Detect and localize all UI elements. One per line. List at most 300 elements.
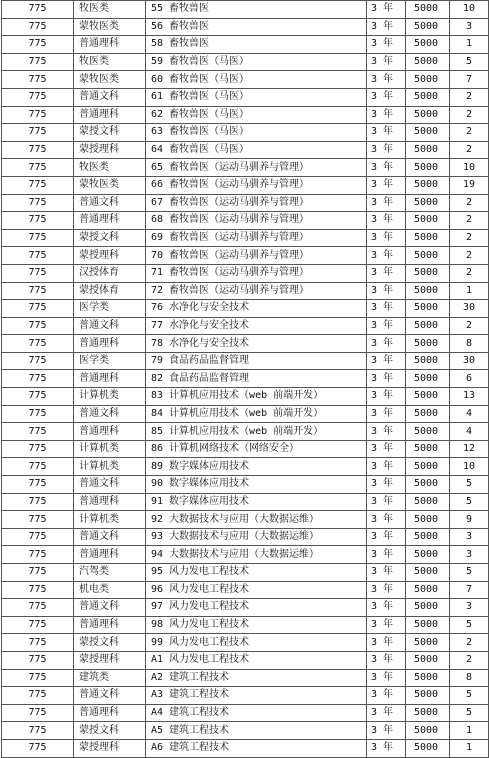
major-cell: 67 畜牧兽医（运动马驯养与管理）	[146, 194, 367, 212]
school-code-cell: 775	[2, 300, 74, 318]
major-cell: 63 畜牧兽医（马医）	[146, 124, 367, 142]
enrollment-table	[1, 0, 489, 758]
category-cell: 牧医类	[74, 159, 146, 177]
school-code-cell: 775	[2, 669, 74, 687]
category-cell: 普通理科	[74, 36, 146, 54]
tuition-fee-cell: 5000	[406, 352, 450, 370]
major-cell: A2 建筑工程技术	[146, 669, 367, 687]
table-row	[2, 704, 489, 722]
school-code-cell: 775	[2, 317, 74, 335]
duration-cell: 3 年	[367, 564, 406, 582]
tuition-fee-cell: 5000	[406, 493, 450, 511]
tuition-fee-cell: 5000	[406, 282, 450, 300]
duration-cell: 3 年	[367, 124, 406, 142]
category-cell: 计算机类	[74, 458, 146, 476]
major-cell: 64 畜牧兽医（马医）	[146, 141, 367, 159]
duration-cell: 3 年	[367, 71, 406, 89]
duration-cell: 3 年	[367, 229, 406, 247]
table-row	[2, 36, 489, 54]
category-cell: 牧医类	[74, 53, 146, 71]
category-cell: 普通理科	[74, 106, 146, 124]
table-row	[2, 440, 489, 458]
tuition-fee-cell: 5000	[406, 458, 450, 476]
school-code-cell: 775	[2, 493, 74, 511]
table-row	[2, 370, 489, 388]
enrollment-count-cell: 12	[450, 440, 489, 458]
category-cell: 蒙授文科	[74, 634, 146, 652]
table-row	[2, 423, 489, 441]
table-row	[2, 458, 489, 476]
category-cell: 普通理科	[74, 616, 146, 634]
category-cell: 蒙授体育	[74, 282, 146, 300]
school-code-cell: 775	[2, 71, 74, 89]
enrollment-count-cell: 2	[450, 229, 489, 247]
enrollment-count-cell: 2	[450, 124, 489, 142]
enrollment-count-cell: 30	[450, 300, 489, 318]
tuition-fee-cell: 5000	[406, 141, 450, 159]
enrollment-count-cell: 2	[450, 264, 489, 282]
school-code-cell: 775	[2, 739, 74, 757]
school-code-cell: 775	[2, 264, 74, 282]
duration-cell: 3 年	[367, 370, 406, 388]
duration-cell: 3 年	[367, 405, 406, 423]
major-cell: 56 畜牧兽医	[146, 18, 367, 36]
table-row	[2, 546, 489, 564]
table-row	[2, 564, 489, 582]
tuition-fee-cell: 5000	[406, 1, 450, 19]
enrollment-count-cell: 2	[450, 247, 489, 265]
school-code-cell: 775	[2, 370, 74, 388]
enrollment-count-cell: 10	[450, 458, 489, 476]
category-cell: 普通文科	[74, 88, 146, 106]
school-code-cell: 775	[2, 546, 74, 564]
enrollment-count-cell: 4	[450, 405, 489, 423]
school-code-cell: 775	[2, 88, 74, 106]
duration-cell: 3 年	[367, 18, 406, 36]
school-code-cell: 775	[2, 141, 74, 159]
table-row	[2, 53, 489, 71]
table-row	[2, 581, 489, 599]
category-cell: 普通文科	[74, 317, 146, 335]
category-cell: 蒙牧医类	[74, 18, 146, 36]
table-row	[2, 124, 489, 142]
school-code-cell: 775	[2, 528, 74, 546]
enrollment-count-cell: 2	[450, 194, 489, 212]
enrollment-count-cell: 3	[450, 599, 489, 617]
category-cell: 机电类	[74, 581, 146, 599]
category-cell: 蒙授文科	[74, 722, 146, 740]
enrollment-count-cell: 1	[450, 739, 489, 757]
category-cell: 普通理科	[74, 335, 146, 353]
table-row	[2, 264, 489, 282]
tuition-fee-cell: 5000	[406, 476, 450, 494]
enrollment-count-cell: 30	[450, 352, 489, 370]
tuition-fee-cell: 5000	[406, 18, 450, 36]
major-cell: 62 畜牧兽医（马医）	[146, 106, 367, 124]
duration-cell: 3 年	[367, 141, 406, 159]
school-code-cell: 775	[2, 176, 74, 194]
major-cell: A6 建筑工程技术	[146, 739, 367, 757]
duration-cell: 3 年	[367, 704, 406, 722]
category-cell: 普通文科	[74, 599, 146, 617]
enrollment-count-cell: 2	[450, 634, 489, 652]
table-row	[2, 159, 489, 177]
enrollment-count-cell: 2	[450, 141, 489, 159]
major-cell: 71 畜牧兽医（运动马驯养与管理）	[146, 264, 367, 282]
enrollment-count-cell: 13	[450, 388, 489, 406]
table-row	[2, 528, 489, 546]
duration-cell: 3 年	[367, 300, 406, 318]
category-cell: 普通理科	[74, 546, 146, 564]
tuition-fee-cell: 5000	[406, 36, 450, 54]
enrollment-count-cell: 8	[450, 669, 489, 687]
tuition-fee-cell: 5000	[406, 616, 450, 634]
major-cell: 98 风力发电工程技术	[146, 616, 367, 634]
enrollment-count-cell: 6	[450, 370, 489, 388]
duration-cell: 3 年	[367, 687, 406, 705]
tuition-fee-cell: 5000	[406, 88, 450, 106]
school-code-cell: 775	[2, 599, 74, 617]
duration-cell: 3 年	[367, 159, 406, 177]
table-row	[2, 1, 489, 19]
enrollment-count-cell: 2	[450, 212, 489, 230]
tuition-fee-cell: 5000	[406, 722, 450, 740]
duration-cell: 3 年	[367, 1, 406, 19]
duration-cell: 3 年	[367, 739, 406, 757]
school-code-cell: 775	[2, 722, 74, 740]
enrollment-count-cell: 5	[450, 476, 489, 494]
tuition-fee-cell: 5000	[406, 247, 450, 265]
tuition-fee-cell: 5000	[406, 546, 450, 564]
tuition-fee-cell: 5000	[406, 634, 450, 652]
school-code-cell: 775	[2, 124, 74, 142]
table-row	[2, 687, 489, 705]
duration-cell: 3 年	[367, 335, 406, 353]
major-cell: 85 计算机应用技术（web 前端开发）	[146, 423, 367, 441]
table-row	[2, 669, 489, 687]
duration-cell: 3 年	[367, 388, 406, 406]
school-code-cell: 775	[2, 616, 74, 634]
category-cell: 普通文科	[74, 194, 146, 212]
major-cell: 93 大数据技术与应用（大数据运维）	[146, 528, 367, 546]
table-row	[2, 106, 489, 124]
tuition-fee-cell: 5000	[406, 194, 450, 212]
enrollment-count-cell: 5	[450, 564, 489, 582]
category-cell: 医学类	[74, 352, 146, 370]
table-row	[2, 476, 489, 494]
enrollment-count-cell: 5	[450, 53, 489, 71]
category-cell: 计算机类	[74, 440, 146, 458]
table-row	[2, 194, 489, 212]
major-cell: 70 畜牧兽医（运动马驯养与管理）	[146, 247, 367, 265]
category-cell: 普通理科	[74, 704, 146, 722]
school-code-cell: 775	[2, 194, 74, 212]
duration-cell: 3 年	[367, 212, 406, 230]
tuition-fee-cell: 5000	[406, 300, 450, 318]
table-row	[2, 634, 489, 652]
major-cell: 82 食品药品监督管理	[146, 370, 367, 388]
tuition-fee-cell: 5000	[406, 176, 450, 194]
duration-cell: 3 年	[367, 581, 406, 599]
table-row	[2, 88, 489, 106]
tuition-fee-cell: 5000	[406, 739, 450, 757]
duration-cell: 3 年	[367, 106, 406, 124]
major-cell: 55 畜牧兽医	[146, 1, 367, 19]
duration-cell: 3 年	[367, 194, 406, 212]
school-code-cell: 775	[2, 423, 74, 441]
enrollment-count-cell: 10	[450, 1, 489, 19]
tuition-fee-cell: 5000	[406, 212, 450, 230]
category-cell: 普通文科	[74, 405, 146, 423]
tuition-fee-cell: 5000	[406, 704, 450, 722]
duration-cell: 3 年	[367, 493, 406, 511]
school-code-cell: 775	[2, 352, 74, 370]
major-cell: 96 风力发电工程技术	[146, 581, 367, 599]
tuition-fee-cell: 5000	[406, 564, 450, 582]
category-cell: 普通文科	[74, 476, 146, 494]
enrollment-count-cell: 2	[450, 317, 489, 335]
enrollment-count-cell: 5	[450, 687, 489, 705]
category-cell: 蒙授理科	[74, 247, 146, 265]
school-code-cell: 775	[2, 53, 74, 71]
duration-cell: 3 年	[367, 722, 406, 740]
tuition-fee-cell: 5000	[406, 159, 450, 177]
duration-cell: 3 年	[367, 616, 406, 634]
tuition-fee-cell: 5000	[406, 687, 450, 705]
category-cell: 蒙牧医类	[74, 71, 146, 89]
school-code-cell: 775	[2, 36, 74, 54]
school-code-cell: 775	[2, 159, 74, 177]
table-row	[2, 511, 489, 529]
duration-cell: 3 年	[367, 599, 406, 617]
tuition-fee-cell: 5000	[406, 124, 450, 142]
duration-cell: 3 年	[367, 458, 406, 476]
school-code-cell: 775	[2, 335, 74, 353]
major-cell: 86 计算机网络技术（网络安全）	[146, 440, 367, 458]
duration-cell: 3 年	[367, 651, 406, 669]
duration-cell: 3 年	[367, 440, 406, 458]
tuition-fee-cell: 5000	[406, 405, 450, 423]
tuition-fee-cell: 5000	[406, 229, 450, 247]
table-row	[2, 18, 489, 36]
duration-cell: 3 年	[367, 88, 406, 106]
table-row	[2, 300, 489, 318]
major-cell: 97 风力发电工程技术	[146, 599, 367, 617]
tuition-fee-cell: 5000	[406, 106, 450, 124]
school-code-cell: 775	[2, 106, 74, 124]
major-cell: 91 数字媒体应用技术	[146, 493, 367, 511]
enrollment-count-cell: 1	[450, 282, 489, 300]
tuition-fee-cell: 5000	[406, 317, 450, 335]
duration-cell: 3 年	[367, 247, 406, 265]
enrollment-count-cell: 3	[450, 528, 489, 546]
enrollment-count-cell: 5	[450, 616, 489, 634]
category-cell: 普通文科	[74, 687, 146, 705]
table-row	[2, 739, 489, 757]
table-row	[2, 722, 489, 740]
duration-cell: 3 年	[367, 176, 406, 194]
duration-cell: 3 年	[367, 511, 406, 529]
enrollment-count-cell: 10	[450, 159, 489, 177]
table-row	[2, 176, 489, 194]
duration-cell: 3 年	[367, 476, 406, 494]
table-row	[2, 388, 489, 406]
table-row	[2, 352, 489, 370]
category-cell: 蒙授文科	[74, 229, 146, 247]
major-cell: 60 畜牧兽医（马医）	[146, 71, 367, 89]
table-row	[2, 212, 489, 230]
enrollment-count-cell: 2	[450, 651, 489, 669]
school-code-cell: 775	[2, 229, 74, 247]
duration-cell: 3 年	[367, 264, 406, 282]
duration-cell: 3 年	[367, 669, 406, 687]
school-code-cell: 775	[2, 458, 74, 476]
tuition-fee-cell: 5000	[406, 511, 450, 529]
category-cell: 普通理科	[74, 212, 146, 230]
school-code-cell: 775	[2, 687, 74, 705]
table-row	[2, 335, 489, 353]
school-code-cell: 775	[2, 704, 74, 722]
table-row	[2, 71, 489, 89]
duration-cell: 3 年	[367, 546, 406, 564]
enrollment-count-cell: 3	[450, 546, 489, 564]
table-row	[2, 405, 489, 423]
school-code-cell: 775	[2, 1, 74, 19]
category-cell: 蒙授理科	[74, 651, 146, 669]
duration-cell: 3 年	[367, 53, 406, 71]
tuition-fee-cell: 5000	[406, 71, 450, 89]
major-cell: 66 畜牧兽医（运动马驯养与管理）	[146, 176, 367, 194]
school-code-cell: 775	[2, 282, 74, 300]
category-cell: 医学类	[74, 300, 146, 318]
tuition-fee-cell: 5000	[406, 264, 450, 282]
school-code-cell: 775	[2, 18, 74, 36]
major-cell: 99 风力发电工程技术	[146, 634, 367, 652]
major-cell: 58 畜牧兽医	[146, 36, 367, 54]
school-code-cell: 775	[2, 651, 74, 669]
school-code-cell: 775	[2, 634, 74, 652]
tuition-fee-cell: 5000	[406, 669, 450, 687]
tuition-fee-cell: 5000	[406, 423, 450, 441]
table-row	[2, 247, 489, 265]
enrollment-count-cell: 9	[450, 511, 489, 529]
table-row	[2, 599, 489, 617]
school-code-cell: 775	[2, 476, 74, 494]
school-code-cell: 775	[2, 388, 74, 406]
duration-cell: 3 年	[367, 634, 406, 652]
school-code-cell: 775	[2, 212, 74, 230]
enrollment-count-cell: 8	[450, 335, 489, 353]
category-cell: 普通文科	[74, 528, 146, 546]
school-code-cell: 775	[2, 247, 74, 265]
duration-cell: 3 年	[367, 36, 406, 54]
table-row	[2, 651, 489, 669]
category-cell: 蒙授理科	[74, 141, 146, 159]
major-cell: 69 畜牧兽医（运动马驯养与管理）	[146, 229, 367, 247]
tuition-fee-cell: 5000	[406, 581, 450, 599]
enrollment-count-cell: 19	[450, 176, 489, 194]
major-cell: 90 数字媒体应用技术	[146, 476, 367, 494]
tuition-fee-cell: 5000	[406, 335, 450, 353]
major-cell: 77 水净化与安全技术	[146, 317, 367, 335]
enrollment-count-cell: 1	[450, 722, 489, 740]
tuition-fee-cell: 5000	[406, 599, 450, 617]
duration-cell: 3 年	[367, 317, 406, 335]
school-code-cell: 775	[2, 511, 74, 529]
major-cell: 59 畜牧兽医（马医）	[146, 53, 367, 71]
category-cell: 汽驾类	[74, 564, 146, 582]
school-code-cell: 775	[2, 440, 74, 458]
category-cell: 牧医类	[74, 1, 146, 19]
major-cell: A5 建筑工程技术	[146, 722, 367, 740]
category-cell: 建筑类	[74, 669, 146, 687]
major-cell: 89 数字媒体应用技术	[146, 458, 367, 476]
table-row	[2, 317, 489, 335]
table-row	[2, 141, 489, 159]
tuition-fee-cell: 5000	[406, 388, 450, 406]
tuition-fee-cell: 5000	[406, 651, 450, 669]
major-cell: 84 计算机应用技术（web 前端开发）	[146, 405, 367, 423]
duration-cell: 3 年	[367, 528, 406, 546]
enrollment-count-cell: 3	[450, 18, 489, 36]
category-cell: 计算机类	[74, 511, 146, 529]
enrollment-count-cell: 1	[450, 36, 489, 54]
tuition-fee-cell: 5000	[406, 53, 450, 71]
tuition-fee-cell: 5000	[406, 440, 450, 458]
enrollment-count-cell: 7	[450, 581, 489, 599]
tuition-fee-cell: 5000	[406, 528, 450, 546]
major-cell: 65 畜牧兽医（运动马驯养与管理）	[146, 159, 367, 177]
enrollment-count-cell: 2	[450, 88, 489, 106]
table-row	[2, 282, 489, 300]
category-cell: 蒙牧医类	[74, 176, 146, 194]
school-code-cell: 775	[2, 564, 74, 582]
tuition-fee-cell: 5000	[406, 370, 450, 388]
duration-cell: 3 年	[367, 352, 406, 370]
enrollment-count-cell: 2	[450, 106, 489, 124]
school-code-cell: 775	[2, 581, 74, 599]
enrollment-count-cell: 5	[450, 493, 489, 511]
table-row	[2, 493, 489, 511]
table-row	[2, 229, 489, 247]
duration-cell: 3 年	[367, 282, 406, 300]
table-row	[2, 616, 489, 634]
enrollment-count-cell: 4	[450, 423, 489, 441]
enrollment-count-cell: 7	[450, 71, 489, 89]
category-cell: 蒙授理科	[74, 739, 146, 757]
major-cell: 79 食品药品监督管理	[146, 352, 367, 370]
major-cell: A1 风力发电工程技术	[146, 651, 367, 669]
major-cell: 61 畜牧兽医（马医）	[146, 88, 367, 106]
major-cell: 72 畜牧兽医（运动马驯养与管理）	[146, 282, 367, 300]
major-cell: 94 大数据技术与应用（大数据运维）	[146, 546, 367, 564]
category-cell: 普通理科	[74, 493, 146, 511]
school-code-cell: 775	[2, 405, 74, 423]
major-cell: 95 风力发电工程技术	[146, 564, 367, 582]
duration-cell: 3 年	[367, 423, 406, 441]
category-cell: 普通理科	[74, 370, 146, 388]
major-cell: 68 畜牧兽医（运动马驯养与管理）	[146, 212, 367, 230]
major-cell: 83 计算机应用技术（web 前端开发）	[146, 388, 367, 406]
major-cell: 92 大数据技术与应用（大数据运维）	[146, 511, 367, 529]
major-cell: 76 水净化与安全技术	[146, 300, 367, 318]
category-cell: 计算机类	[74, 388, 146, 406]
category-cell: 蒙授文科	[74, 124, 146, 142]
category-cell: 汉授体育	[74, 264, 146, 282]
enrollment-count-cell: 5	[450, 704, 489, 722]
major-cell: A3 建筑工程技术	[146, 687, 367, 705]
category-cell: 普通理科	[74, 423, 146, 441]
